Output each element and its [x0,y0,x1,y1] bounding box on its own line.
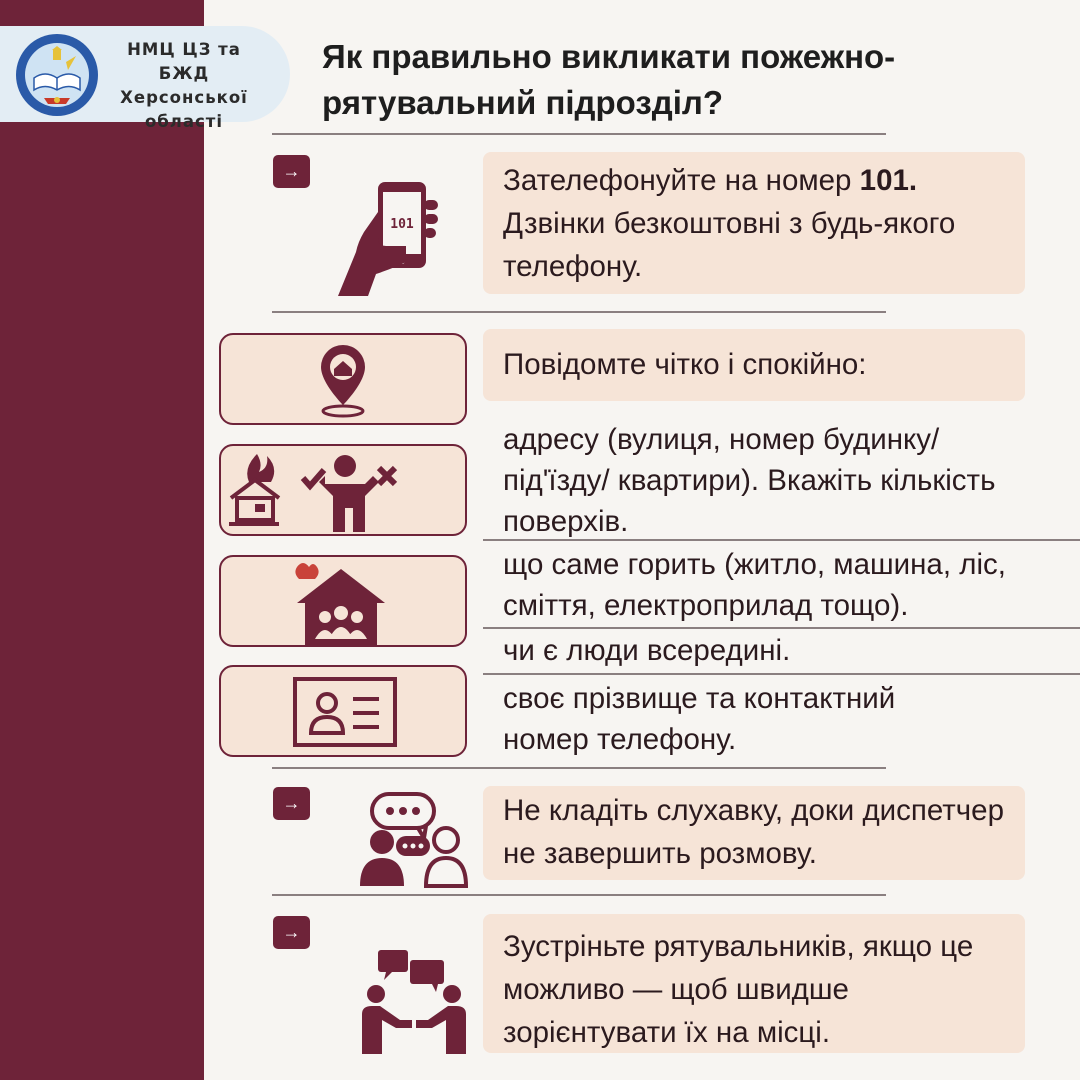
org-name: НМЦ ЦЗ та БЖД Херсонської області [120,40,248,131]
phone-in-hand-icon [336,178,446,296]
conversation-people-icon [356,790,472,888]
report-item-address: адресу (вулиця, номер будинку/ під'їзду/ квартири). Вкажіть кількість поверхів. [503,423,996,538]
report-item-people: чи є люди всередині. [503,634,791,667]
divider [272,894,886,896]
call-number-card [483,152,1025,294]
divider [272,767,886,769]
arrow-bullet-icon: → [273,155,310,188]
fire-situation-icon-card [219,444,467,536]
arrow-bullet-icon: → [273,787,310,820]
call-text-before: Зателефонуйте на номер [503,164,860,197]
divider [272,311,886,313]
divider [483,673,1080,675]
house-with-people-icon [291,559,391,645]
report-item-what-burns: що саме горить (житло, машина, ліс, сміття, електроприлад тощо). [503,548,1006,622]
report-heading-card [483,329,1025,401]
report-item-contact: своє прізвище та контактний номер телефону. [503,682,896,756]
burning-house-person-icon [227,448,463,534]
location-house-pin-icon [313,341,373,419]
address-icon-card [219,333,467,425]
id-card-icon [293,677,397,747]
stay-on-line-text: Не кладіть слухавку, доки диспетчер не завершить розмову. [503,794,1004,870]
stay-on-line-card [483,786,1025,880]
meet-rescuers-text: Зустріньте рятувальників, якщо це можливо — щоб швидше зорієнтувати їх на місці. [503,930,974,1049]
arrow-bullet-icon: → [273,916,310,949]
phone-screen-number: 101 [390,217,414,232]
sidebar-band [0,0,204,1080]
handshake-icon [358,944,470,1056]
people-inside-icon-card [219,555,467,647]
report-heading: Повідомте чітко і спокійно: [503,348,867,381]
divider [483,627,1080,629]
call-text-after: Дзвінки безкоштовні з будь-якого телефону. [503,207,956,283]
emergency-number: 101. [859,164,918,197]
page-title: Як правильно викликати пожежно- рятувальний підрозділ? [322,38,896,121]
divider [272,133,886,135]
org-emblem-icon [14,32,100,118]
contact-icon-card [219,665,467,757]
meet-rescuers-card [483,914,1025,1053]
